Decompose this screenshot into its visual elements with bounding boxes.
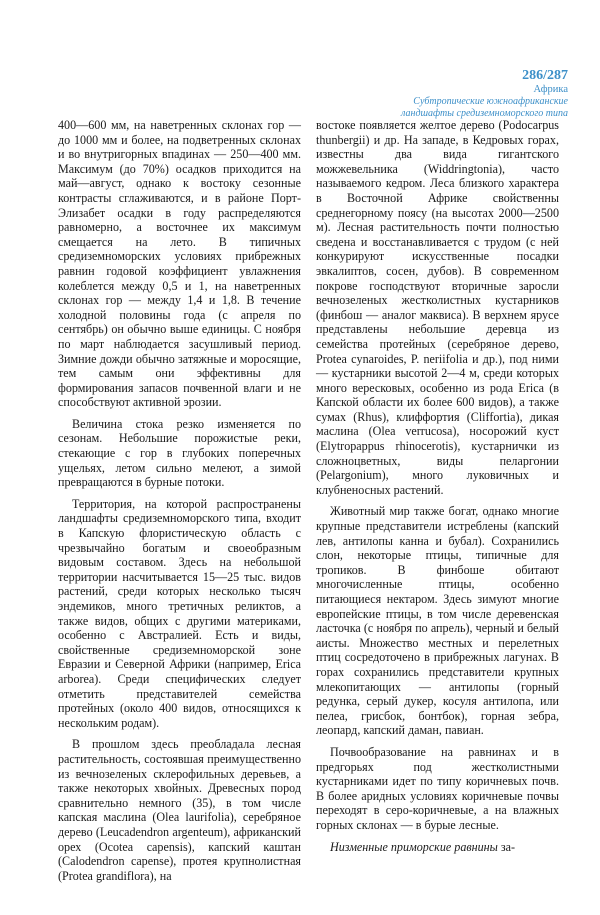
paragraph: Величина стока резко изменяется по сезонам. Небольшие порожистые реки, стекающие с гор в глубоких поперечных ущельях, летом сильно мелеют, а зимой превращаются в бурные потоки. — [58, 416, 301, 490]
italic-lead: Низменные приморские равнины — [330, 839, 498, 854]
paragraph: Почвообразование на равнинах и в предгорьях под жестколистными кустарниками идет по типу коричневых почв. В более аридных условиях коричневые почвы переходят в серо-коричневые, а на влажных горных склонах — в бурые лесные. — [316, 744, 559, 832]
paragraph: 400—600 мм, на наветренных склонах гор — до 1000 мм и более, на подветренных склонах и во внутригорных впадинах — 250—400 мм. Максимум (до 70%) осадков приходится на май—август, однако к востоку сезонные контрасты сглаживаются, и в районе Порт-Элизабет осадки в году распределяются равномерно, а восточнее их максимум смещается на лето. В типичных средиземноморских условиях прибрежных равнин годовой коэффициент увлажнения колеблется между 0,5 и 1, на наветренных склонах гор — между 1,4 и 1,8. В течение холодной половины года (с апреля по сентябрь) он обычно выше единицы. С ноября по март наблюдается засушливый период. Зимние дожди обычно затяжные и моросящие, тем самым они эффективны для формирования запасов почвенной влаги и не способствуют активной эрозии. — [58, 118, 301, 410]
paragraph — [316, 840, 559, 855]
section-region: Африка — [533, 84, 568, 95]
section-subtitle-line2: ландшафты средиземноморского типа — [401, 107, 568, 119]
paragraph-text: за- — [497, 839, 516, 854]
paragraph: Территория, на которой распространены ландшафты средиземноморского типа, входит в Капскую флористическую область с чрезвычайно богатым и своеобразным видовым составом. Здесь на небольшой территории насчитывается 15—25 тыс. видов растений, среди которых несколько тысяч эндемиков, много третичных реликтов, а также видов, общих с другими материками, особенно с Австралией. Есть и виды, свойственные средиземноморской зоне Евразии и Северной Африки (например, Erica arborea). Среди специфических следует отметить представителей семейства протейных (около 400 видов, относящихся к нескольким родам). — [58, 496, 301, 730]
paragraph: востоке появляется желтое дерево (Podocarpus thunbergii) и др. На западе, в Кедровых горах, известны два вида гигантского можжевельника (Widdringtonia), часто называемого кедром. Леса близкого характера в Восточной Африке свойственны среднегорному поясу (на высотах 2000—2500 м). Лесная растительность почти полностью сведена и восстанавливается с трудом (с ней конкурируют искусственные посадки эвкалиптов, сосен, дубов). В современном покрове господствуют вторичные заросли вечнозеленых жестколистных кустарников (финбош — аналог маквиса). В верхнем ярусе представлены небольшие деревца из семейства протейных (серебряное дерево, Protea cynaroides, P. neriifolia и др.), под ними — кустарники высотой 2—4 м, среди которых много вересковых, особенно из рода Erica (в Капской области их более 600 видов), а также сумах (Rhus), клиффортия (Cliffortia), дикая маслина (Olea verrucosa), носорожий куст (Elytropappus rhinocerotis), кустарнички из сложноцветных, виды пеларгонии (Pelargonium), много луковичных и клубненосных растений. — [316, 118, 559, 497]
section-subtitle-line1: Субтропические южноафриканские — [413, 96, 568, 107]
page-numbers: 286/287 — [522, 68, 568, 83]
paragraph: В прошлом здесь преобладала лесная растительность, состоявшая преимущественно из вечнозеленых склерофильных деревьев, а также некоторых хвойных. Древесных пород сравнительно немного (35), в том числе капская маслина (Olea laurifolia), серебряное дерево (Leucadendron argenteum), африканский орех (Ocotea capensis), капский каштан (Calodendron capense), протея крупнолистная (Protea grandiflora), на — [58, 737, 301, 883]
left-column — [58, 118, 301, 883]
page-header — [401, 68, 568, 119]
paragraph: Животный мир также богат, однако многие крупные представители истреблены (капский лев, антилопы канна и бубал). Сохранились слон, некоторые птицы, типичные для тропиков. В финбоше обитают многочисленные птицы, особенно питающиеся нектаром. Здесь зимуют многие европейские птицы, в том числе деревенская ласточка (с ноября по апрель), черный и белый аисты. Множество местных и перелетных птиц сосредоточено в прибрежных лагунах. В горах сохранились представители крупных млекопитающих — антилопы (горный редунка, серый дукер, косуля антилопа, или пелеа, грисбок, бонтбок), горная зебра, леопард, капский даман, павиан. — [316, 504, 559, 738]
right-column — [316, 118, 559, 854]
